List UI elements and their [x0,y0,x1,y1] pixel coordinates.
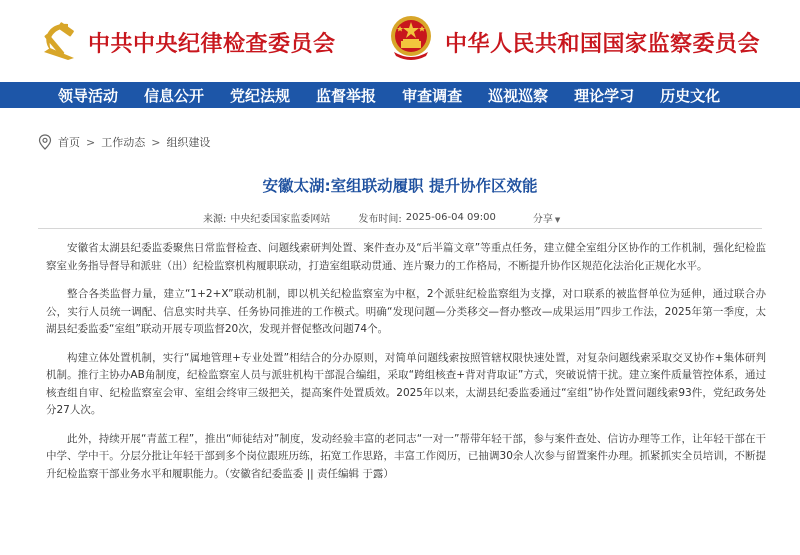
breadcrumb-work-updates[interactable]: 工作动态 [101,136,146,149]
national-emblem-icon [386,12,436,64]
party-emblem-icon [38,18,82,62]
source-value: 中央纪委国家监委网站 [230,214,331,225]
date-value: 2025-06-04 09:00 [405,212,496,223]
nav-item-history[interactable]: 历史文化 [660,86,721,105]
breadcrumb [38,134,210,150]
nav-item-investigation[interactable]: 审查调查 [402,86,463,105]
main-nav [0,82,800,108]
article-paragraph: 安徽省太湖县纪委监委聚焦日常监督检查、问题线索研判处置、案件查办及“后半篇文章”等重点任务，建立健全室组分区协作的工作机制，强化纪检监察室业务指导督导和派驻（出）纪检监察机构履职联动，打造室组联动贯通、连片聚力的工作格局，不断提升协作区规范化法治化正规化水平。 [46,242,766,272]
date-label: 发布时间: [358,214,402,225]
site-header [0,0,800,82]
article-paragraph: 构建立体处置机制，实行“属地管理+专业处置”相结合的分办原则，对简单问题线索按照管辖权限快速处置，对复杂问题线索采取交叉协作+集体研判机制。推行主协办AB角制度，纪检监察室人员与派驻机构干部混合编组，采取“跨组核查+背对背取证”方式，突破说情干扰。建立案件质量管控体系，通过核查组自审、纪检监察室会审、室组会终审三级把关，提高案件处置质效。2025年以来，太湖县纪委监委通过“室组”协作处置问题线索93件，党纪政务处分27人次。 [46,351,766,416]
nav-item-regulations[interactable]: 党纪法规 [230,86,291,105]
nav-item-inspection[interactable]: 巡视巡察 [488,86,549,105]
site-title-nsc[interactable]: 中华人民共和国国家监察委员会 [445,31,761,57]
article-meta [203,210,560,225]
nav-item-leadership[interactable]: 领导活动 [58,86,119,105]
source-label: 来源: [203,214,227,225]
nav-item-info-disclosure[interactable]: 信息公开 [144,86,205,105]
breadcrumb-home[interactable]: 首页 [58,136,80,149]
breadcrumb-separator: > [86,135,96,149]
article-paragraph: 此外，持续开展“青蓝工程”，推出“师徒结对”制度，发动经验丰富的老同志“一对一”帮带年轻干部，参与案件查处、信访办理等工作，让年轻干部在干中学、学中干。分层分批让年轻干部到多个岗位跟班历练，拓宽工作思路，丰富工作阅历，已抽调30余人次参与留置案件办理。抓紧抓实全员培训，不断提升纪检监察干部业务水平和履职能力。（安徽省纪委监委 || 责任编辑 于露） [46,432,766,480]
location-pin-icon [38,134,52,150]
breadcrumb-separator: > [151,135,161,149]
caret-down-icon: ▼ [554,216,561,224]
meta-divider [38,228,762,229]
site-title-ccdi[interactable]: 中共中央纪律检查委员会 [88,31,336,57]
article-body [46,240,766,494]
share-label: 分享 [532,214,553,225]
nav-item-report[interactable]: 监督举报 [316,86,377,105]
breadcrumb-org-building[interactable]: 组织建设 [166,136,211,149]
nav-item-theory[interactable]: 理论学习 [574,86,635,105]
article-title: 安徽太湖:室组联动履职 提升协作区效能 [262,177,538,195]
article-paragraph: 整合各类监督力量，建立“1+2+X”联动机制，即以机关纪检监察室为中枢，2个派驻纪检监察组为支撑，对口联系的被监督单位为延伸，通过联合办公，实行人员统一调配、信息实时共享、任务协同推进的工作模式。明确“发现问题—分类移交—督办整改—成果运用”四步工作法，2025年第一季度，太湖县纪委监委“室组”联动开展专项监督20次，发现并督促整改问题74个。 [46,288,766,335]
share-button[interactable] [533,210,560,225]
